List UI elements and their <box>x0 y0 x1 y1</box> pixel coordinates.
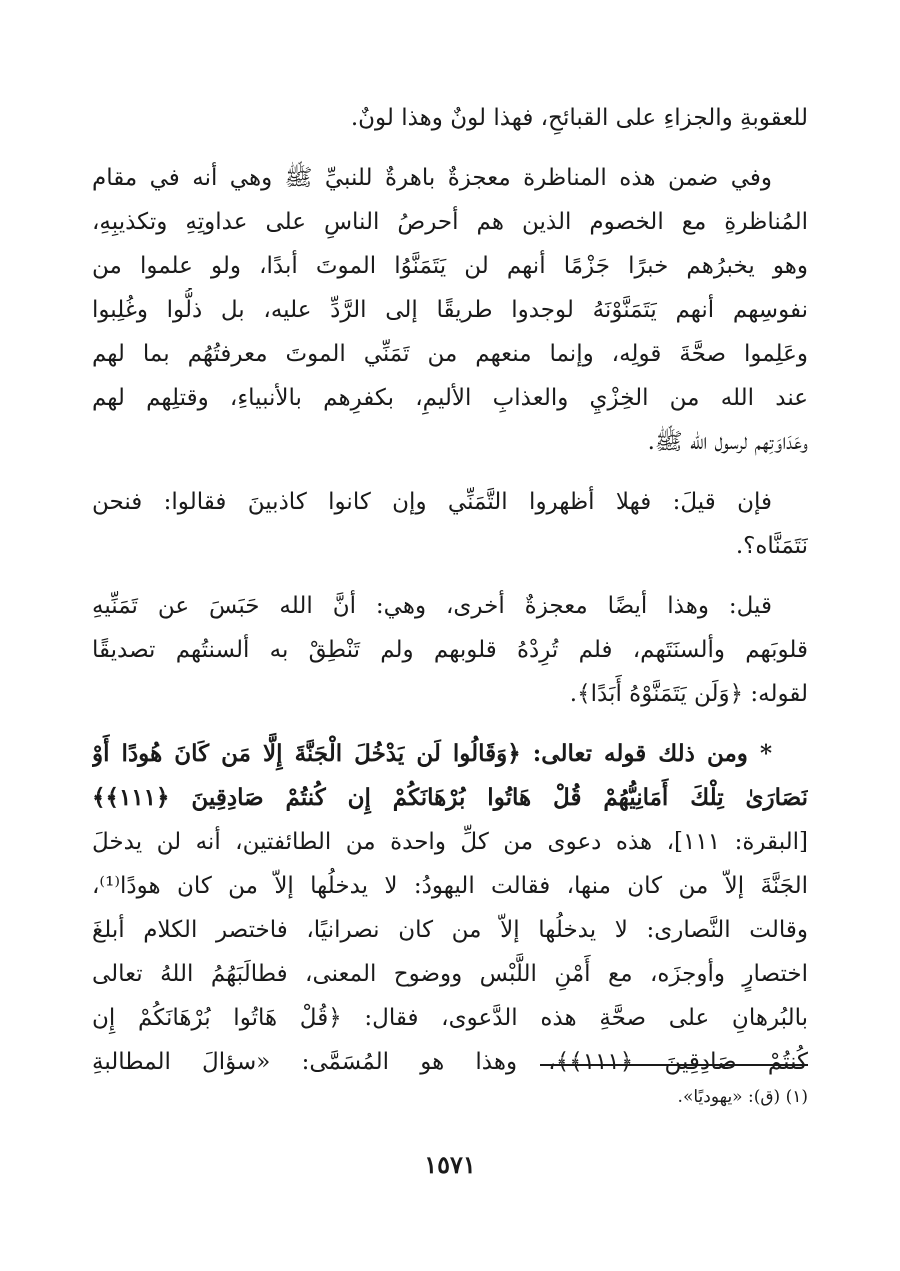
footnote: (١) (ق): «يهوديًا». <box>677 1087 808 1107</box>
text-line: المُناظرةِ مع الخصوم الذين هم أحرصُ الناسِ على عداوتِهِ وتكذيبِهِ، <box>92 209 808 235</box>
verse-line: نَصَارَىٰ تِلْكَ أَمَانِيُّهُمْ قُلْ هَاتُوا بُرْهَانَكُمْ إِن كُنتُمْ صَادِقِينَ ﴿١١١﴾﴾ <box>92 784 808 811</box>
text-line: بالبُرهانِ على صحَّةِ هذه الدَّعوى، فقال: ﴿قُلْ هَاتُوا بُرْهَانَكُمْ إِن <box>92 1005 808 1031</box>
text-line: نفوسِهم أنهم يَتَمَنَّوْنَهُ لوجدوا طريقًا إلى الرَّدِّ عليه، بل ذلُّوا وغُلِبوا <box>92 297 808 323</box>
text-line: الجَنَّةَ إلاّ من كان منها، فقالت اليهودُ: لا يدخلُها إلاّ من كان هودًا⁽¹⁾، <box>92 873 808 899</box>
text-line: لقوله: ﴿وَلَن يَتَمَنَّوْهُ أَبَدًا﴾. <box>569 681 808 707</box>
paragraph-gap <box>92 464 808 480</box>
text-line: وعَدَاوَتِهم لرسول الله ﷺ. <box>647 429 808 455</box>
text-line: وقالت النَّصارى: لا يدخلُها إلاّ من كان نصرانيًا، فاختصر الكلام أبلغَ <box>92 917 808 943</box>
text-line: قلوبَهم وألسنَتَهم، فلم تُرِدْهُ قلوبهم ولم تَنْطِقْ به ألسنتُهم تصديقًا <box>92 637 808 663</box>
page-number: ١٥٧١ <box>424 1150 476 1179</box>
text-line: كُنتُمْ صَادِقِينَ ﴿١١١﴾﴾، وهذا هو المُسَمَّى: «سؤالَ المطالبةِ <box>92 1049 808 1075</box>
text-line: [البقرة: ١١١]، هذه دعوى من كلِّ واحدة من الطائفتين، أنه لن يدخلَ <box>92 829 808 855</box>
paragraph-gap <box>92 716 808 732</box>
text-line: اختصارٍ وأوجزَه، مع أَمْنِ اللَّبْس ووضوح المعنى، فطالَبَهُمُ اللهُ تعالى <box>92 961 808 987</box>
text-line: نَتَمَنَّاه؟. <box>735 533 808 559</box>
page-body <box>92 96 808 1084</box>
verse-line: * ومن ذلك قوله تعالى: ﴿وَقَالُوا لَن يَدْخُلَ الْجَنَّةَ إِلَّا مَن كَانَ هُودًا أَوْ <box>92 740 772 767</box>
text-line: قيل: وهذا أيضًا معجزةٌ أخرى، وهي: أنَّ الله حَبَسَ عن تَمَنِّيهِ <box>92 593 772 619</box>
paragraph-gap <box>92 140 808 156</box>
footnote-separator <box>540 1064 808 1066</box>
text-line: وفي ضمن هذه المناظرة معجزةٌ باهرةٌ للنبيِّ ﷺ وهي أنه في مقام <box>92 165 772 191</box>
text-line: وعَلِموا صحَّةَ قولِه، وإنما منعهم من تَمَنِّي الموتَ معرفتُهُم بما لهم <box>92 341 808 367</box>
text-line: للعقوبةِ والجزاءِ على القبائحِ، فهذا لونٌ وهذا لونٌ. <box>350 105 808 131</box>
text-line: فإن قيلَ: فهلا أظهروا التَّمَنِّي وإن كانوا كاذبينَ فقالوا: فنحن <box>92 489 772 515</box>
text-line: عند الله من الخِزْيِ والعذابِ الأليمِ، بكفرِهم بالأنبياءِ، وقتلِهم لهم <box>92 385 808 411</box>
text-line: وهو يخبرُهم خبرًا جَزْمًا أنهم لن يَتَمَنَّوُا الموتَ أبدًا، ولو علموا من <box>92 253 808 279</box>
paragraph-gap <box>92 568 808 584</box>
